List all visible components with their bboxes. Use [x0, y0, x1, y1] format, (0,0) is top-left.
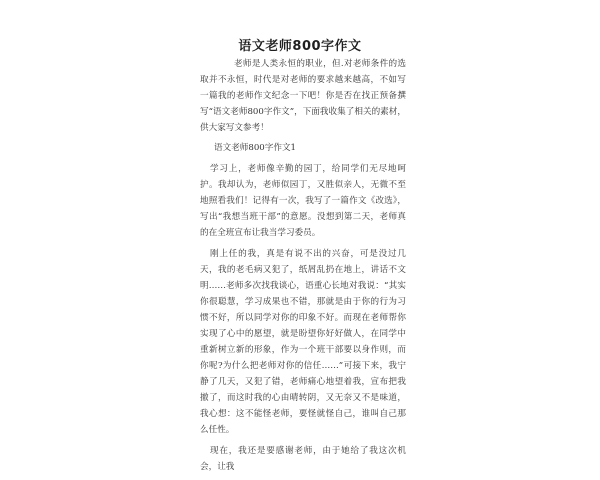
document-body [200, 56, 406, 480]
body-paragraph-3: 现在，我还是要感谢老师，由于她给了我这次机会，让我 [200, 446, 406, 472]
intro-paragraph: 老师是人类永恒的职业，但.对老师条件的选取并不永恒，时代是对老师的要求越来越高，不如写一篇我的老师作文纪念一下吧！你是否在找正预备撰写“语文老师800字作文”，下面我收集了相关的素材，供大家写文参考！ [200, 59, 406, 133]
document-title: 语文老师800字作文 [238, 39, 362, 54]
body-paragraph-1: 学习上，老师像辛勤的园丁，给同学们无尽地呵护。我却认为，老师似园丁，又胜似亲人，无微不至地照看我们！记得有一次，我写了一篇作文《改选》，写出“我想当班干部”的意愿。没想到第二天，老师真的在全班宣布让我当学习委员。 [200, 164, 406, 238]
section-heading: 语文老师800字作文1 [214, 143, 297, 153]
body-paragraph-2: 刚上任的我，真是有说不出的兴奋，可是没过几天，我的老毛病又犯了，纸屑乱扔在地上，讲话不文明……老师多次找我谈心，语重心长地对我说：“其实你很聪慧，学习成果也不错，那就是由于你的行为习惯不好，所以同学对你的印象不好。而现在老师帮你实现了心中的愿望，就是盼望你好好做人，在同学中重新树立新的形象，作为一个班干部要以身作则，而你呢?为什么把老师对你的信任……”可接下来，我宁静了几天，又犯了错，老师痛心地望着我，宣布把我撤了，而这时我的心由晴转阴，又无奈又不是味道，我心想：这不能怪老师，要怪就怪自己，谁叫自己那么任性。 [200, 249, 406, 435]
